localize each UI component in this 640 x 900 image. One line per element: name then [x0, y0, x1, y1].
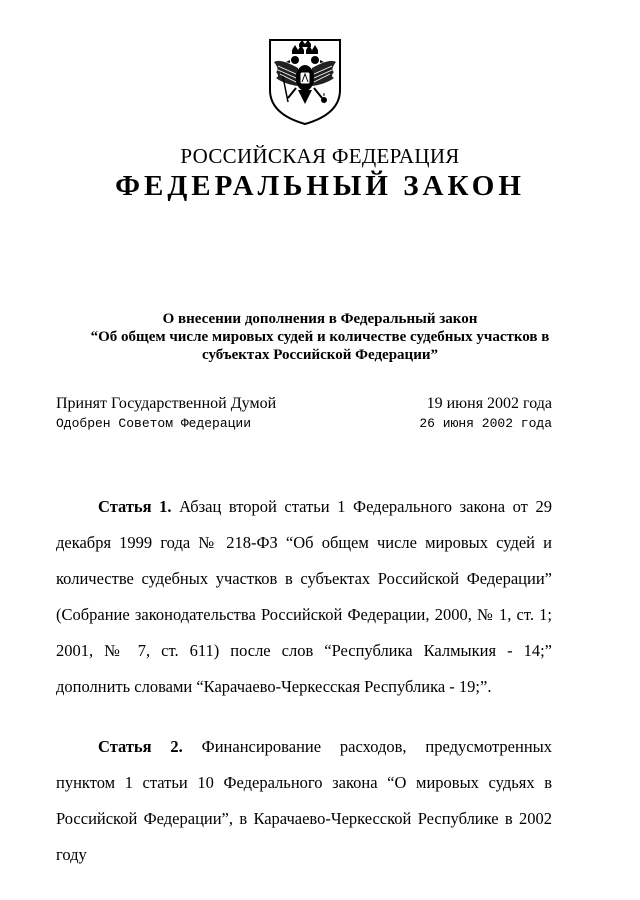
title-line-1: О внесении дополнения в Федеральный закон — [162, 311, 478, 327]
duma-adoption-label: Принят Государственной Думой — [56, 395, 277, 412]
article-2 — [56, 729, 552, 873]
title-line-3: субъектах Российской Федерации” — [202, 347, 438, 363]
title-line-2: “Об общем числе мировых судей и количестве судебных участков в — [90, 329, 550, 345]
article-1 — [56, 489, 552, 705]
article-1-label: Статья 1. — [98, 497, 172, 516]
document-title — [60, 310, 580, 364]
duma-adoption-date: 19 июня 2002 года — [426, 395, 552, 412]
country-name: РОССИЙСКАЯ ФЕДЕРАЦИЯ — [180, 144, 460, 168]
council-approval-date: 26 июня 2002 года — [419, 416, 552, 431]
article-1-text: Абзац второй статьи 1 Федерального закона от 29 декабря 1999 года № 218-ФЗ “Об общем числе мировых судей и количестве судебных участков в субъектах Российской Федерации” (Собрание законодательства Российской Федерации, 2000, № 1, ст. 1; 2001, № 7, ст. 611) после слов “Республика Калмыкия - 14;” дополнить словами “Карачаево-Черкесская Республика - 19;”. — [56, 497, 552, 696]
coat-of-arms-icon — [268, 38, 342, 126]
adoption-council-row — [56, 414, 552, 434]
law-type-heading: ФЕДЕРАЛЬНЫЙ ЗАКОН — [115, 170, 525, 202]
article-2-label: Статья 2. — [98, 737, 183, 756]
article-2-text: Финансирование расходов, предусмотренных пунктом 1 статьи 10 Федерального закона “О мировых судьях в Российской Федерации”, в Карачаево-Черкесской Республике в 2002 году — [56, 737, 552, 864]
council-approval-label: Одобрен Советом Федерации — [56, 416, 252, 431]
adoption-duma-row — [56, 394, 552, 414]
